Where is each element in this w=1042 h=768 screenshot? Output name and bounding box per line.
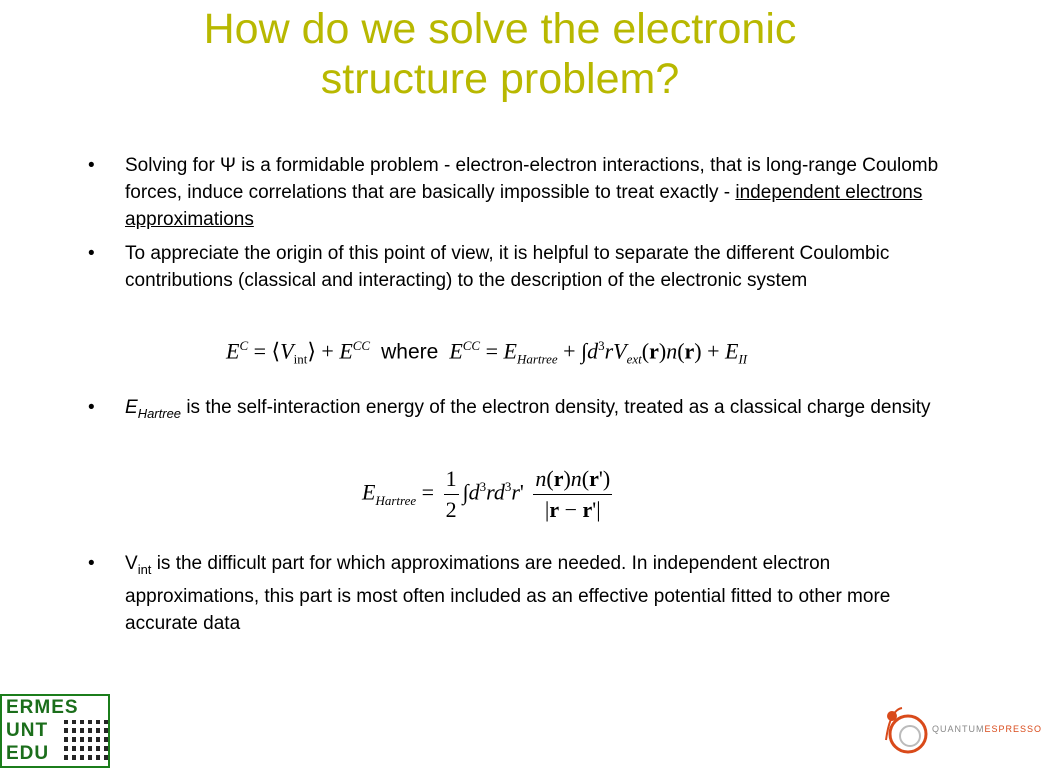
hartree-subscript: Hartree xyxy=(137,405,182,421)
unt-word: UNT xyxy=(6,720,49,741)
edu-word: EDU xyxy=(6,743,50,764)
bullet-dot: • xyxy=(88,243,95,264)
independent-electrons-link[interactable]: independent electrons approximations xyxy=(125,182,923,230)
fraction-density: $\frac{n(r)n(r')}{|r - r'|}$ xyxy=(535,466,611,522)
bullet-text: Solving for Ψ is a formidable problem - electron-electron interactions, that is long-range Coulomb forces, induce correlations that are basically impossible to treat exactly - xyxy=(125,155,939,203)
vint-subscript: int xyxy=(137,561,152,577)
title-line-1: How do we solve the electronic xyxy=(203,5,797,53)
bullet-dot: • xyxy=(88,553,95,574)
bullet-dot: • xyxy=(88,155,95,176)
slide-title xyxy=(0,4,1000,104)
ermes-logo xyxy=(0,694,110,768)
quantum-espresso-text: QUANTUMESPRESSO xyxy=(932,724,1042,734)
bullet-hartree xyxy=(88,394,948,427)
equation-hartree: $E_{Hartree}$ = $\frac{1}{2}$ $\int d^3rd^3r'$ $\frac{n(r)n(r')}{|r - r'|}$ xyxy=(362,466,611,522)
bullet-solving xyxy=(88,152,948,233)
where-label: where xyxy=(381,340,439,364)
bullet-text: is the self-interaction energy of the electron density, treated as a classical charge density xyxy=(181,397,931,418)
espresso-cup-icon xyxy=(880,700,930,760)
bullet-text: To appreciate the origin of this point of view, it is helpful to separate the different Coulombic contributions (classical and interacting) to the description of the electronic system xyxy=(125,243,890,291)
equation-energy-split: $E^C$ = $⟨V_{int}⟩ + E^{CC}$ where $E^{CC} = E_{Hartree} + \int d^3rV_{ext}(r)n(r) + E_{II}$ xyxy=(226,338,748,367)
bullet-dot: • xyxy=(88,397,95,418)
qr-code-icon xyxy=(64,720,108,764)
vint-symbol: V xyxy=(125,553,138,574)
fraction-half: $\frac{1}{2}$ xyxy=(445,466,457,522)
ermes-word: ERMES xyxy=(6,697,79,718)
quantum-espresso-logo xyxy=(880,700,1042,760)
title-line-2: structure problem? xyxy=(320,55,680,103)
bullet-text: is the difficult part for which approximations are needed. In independent electron approximations, this part is most often included as an effective potential fitted to other more accurate data xyxy=(125,553,891,634)
hartree-symbol: E xyxy=(125,397,138,418)
bullet-vint xyxy=(88,550,948,637)
bullet-appreciate xyxy=(88,240,948,294)
